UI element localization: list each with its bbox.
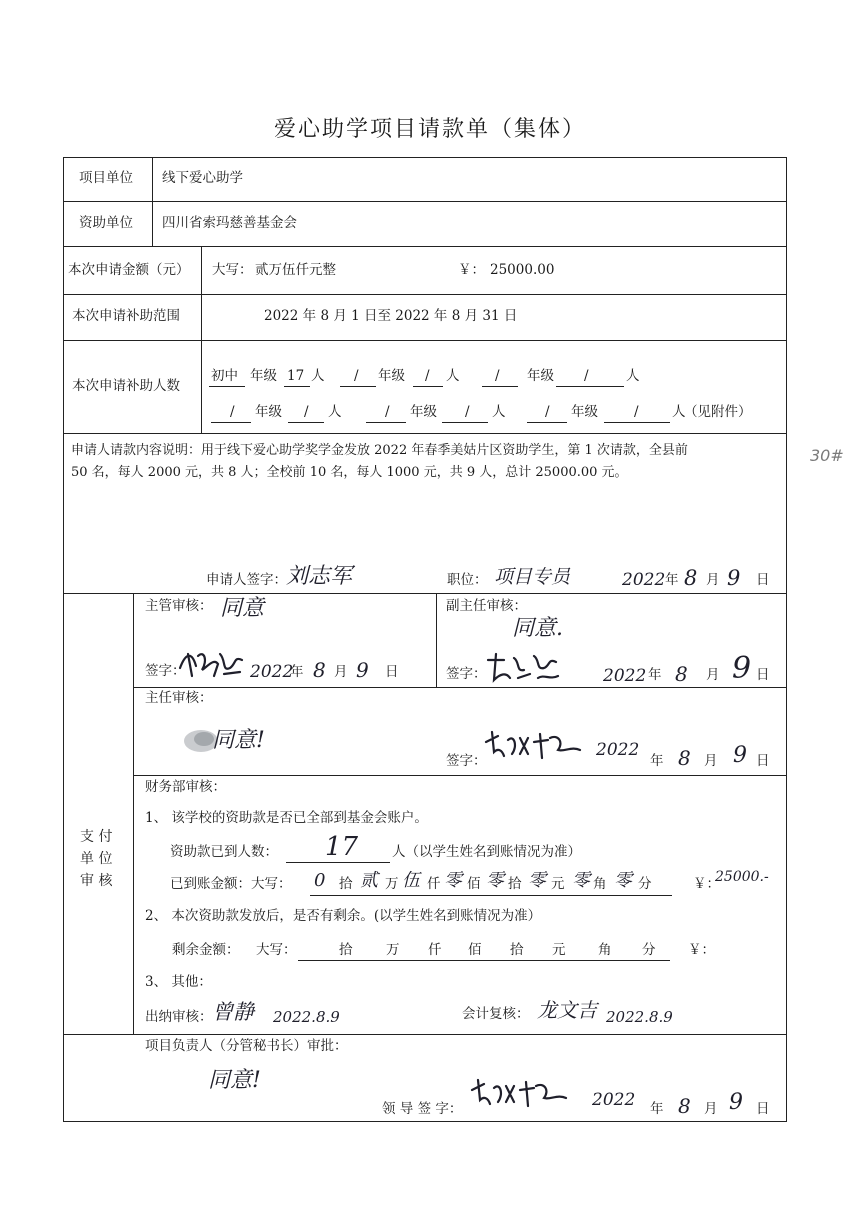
received-digit: 零 [528, 870, 546, 891]
fill-line [413, 386, 443, 387]
deputy-sign-label: 签字： [446, 666, 487, 682]
grade-word: 年级 [410, 404, 437, 420]
count-value: / [465, 404, 470, 420]
row-divider [133, 687, 787, 688]
finance-label: 财务部审核： [145, 779, 226, 795]
request-month: 8 [684, 566, 698, 590]
grade-word: 年级 [250, 368, 277, 384]
fill-line [284, 386, 310, 387]
month-word: 月 [334, 664, 348, 680]
year-word: 年 [648, 667, 662, 683]
unit-label: 拾 [339, 942, 353, 958]
received-lower-value: 25000.- [715, 869, 769, 885]
applicant-sign-label: 申请人签字： [206, 572, 287, 588]
fill-line [366, 422, 406, 423]
applicant-signature: 刘志军 [286, 564, 353, 589]
fill-line [209, 386, 245, 387]
fill-line [211, 422, 251, 423]
amount-label: 本次申请金额（元） [68, 262, 190, 278]
unit-label: 万 [385, 876, 399, 892]
people-word: 人 [626, 368, 640, 384]
finance-q3: 3、 其他： [145, 974, 212, 990]
payment-side-label [80, 826, 112, 892]
grade-value: / [385, 404, 390, 420]
row-divider [133, 775, 787, 776]
unit-label: 万 [386, 942, 400, 958]
row-divider [63, 433, 787, 434]
grade-value: 初中 [211, 368, 238, 384]
request-line-1: 申请人请款内容说明：用于线下爱心助学奖学金发放 2022 年春季美姑片区资助学生，第 1 次请款，全县前 [71, 443, 688, 458]
supervisor-month: 8 [313, 658, 326, 682]
fill-line [286, 862, 390, 863]
unit-label: 分 [642, 942, 656, 958]
position-value: 项目专员 [494, 566, 571, 588]
day-word: 日 [756, 667, 770, 683]
funding-unit-label: 资助单位 [79, 215, 133, 231]
unit-label: 拾 [339, 876, 353, 892]
leader-opinion: 同意! [208, 1068, 261, 1093]
row-divider [63, 1034, 787, 1035]
grade-value: / [495, 368, 500, 384]
request-day: 9 [727, 566, 741, 590]
deputy-year: 2022 [603, 666, 647, 686]
unit-label: 分 [638, 876, 652, 892]
row-divider [63, 593, 787, 594]
year-word: 年 [650, 753, 664, 769]
form-title: 爱心助学项目请款单（集体） [273, 117, 586, 142]
month-word: 月 [704, 753, 718, 769]
unit-label: 拾 [510, 942, 524, 958]
supervisor-day: 9 [356, 658, 369, 682]
remain-label: 剩余金额： [172, 942, 240, 958]
request-year: 2022 [622, 570, 666, 590]
received-digit: 贰 [360, 870, 378, 891]
people-label: 本次申请补助人数 [72, 378, 180, 394]
month-word: 月 [706, 667, 720, 683]
day-word: 日 [385, 664, 399, 680]
fill-line [556, 386, 624, 387]
accountant-signature: 龙文吉 [537, 998, 597, 1022]
grade-word: 年级 [378, 368, 405, 384]
finance-q2: 2、 本次资助款发放后，是否有剩余。(以学生姓名到账情况为准） [145, 908, 542, 924]
amount-lower-prefix: ￥： [458, 262, 485, 278]
col-divider [436, 593, 437, 687]
row-divider [63, 246, 787, 247]
month-word: 月 [704, 1101, 718, 1117]
received-digit: 伍 [402, 870, 420, 891]
supervisor-year: 2022 [250, 662, 294, 682]
fill-line [482, 386, 518, 387]
accountant-label: 会计复核： [462, 1006, 530, 1022]
cashier-signature: 曾静 [212, 1000, 254, 1024]
fill-line [442, 422, 488, 423]
supervisor-sign-label: 签字： [145, 663, 186, 679]
project-unit-value: 线下爱心助学 [162, 170, 243, 186]
margin-note: 30# [810, 446, 844, 465]
director-day: 9 [733, 743, 747, 768]
position-label: 职位： [447, 572, 488, 588]
accountant-date: 2022.8.9 [606, 1008, 673, 1026]
cashier-label: 出纳审核： [145, 1009, 213, 1025]
received-label: 已到账金额：大写： [170, 876, 292, 892]
fill-line [340, 386, 376, 387]
received-digit: 零 [444, 870, 462, 891]
day-word: 日 [756, 1101, 770, 1117]
row-divider [63, 201, 787, 202]
year-word: 年 [290, 664, 304, 680]
unit-label: 拾 [508, 876, 522, 892]
col-divider [201, 246, 202, 433]
arrived-label: 资助款已到人数： [170, 844, 278, 860]
people-word: 人 [311, 368, 325, 384]
grade-word: 年级 [527, 368, 554, 384]
col-divider [152, 157, 153, 246]
people-word: 人 [446, 368, 460, 384]
fill-line [527, 422, 567, 423]
deputy-day: 9 [732, 651, 752, 686]
arrived-suffix: 人（以学生姓名到账情况为准） [392, 844, 581, 860]
side-label-line: 审 核 [80, 873, 113, 889]
people-word: 人 [672, 404, 686, 420]
grade-word: 年级 [571, 404, 598, 420]
director-sign-label: 签字： [446, 753, 487, 769]
month-word: 月 [706, 572, 720, 588]
day-word: 日 [756, 753, 770, 769]
side-label-line: 单 位 [80, 851, 113, 867]
unit-label: 佰 [468, 942, 482, 958]
deputy-month: 8 [675, 662, 688, 686]
received-digit: 零 [614, 870, 632, 891]
unit-label: 角 [593, 876, 607, 892]
director-opinion: 同意! [212, 728, 265, 753]
col-divider [133, 593, 134, 1034]
scope-label: 本次申请补助范围 [72, 308, 180, 324]
count-value: / [425, 368, 430, 384]
finance-q1: 1、 该学校的资助款是否已全部到基金会账户。 [145, 810, 428, 826]
leader-day: 9 [729, 1090, 743, 1115]
received-lower-label: ￥： [693, 876, 720, 892]
count-value: 17 [287, 368, 305, 384]
funding-unit-value: 四川省索玛慈善基金会 [162, 215, 297, 231]
grade-value: / [230, 404, 235, 420]
people-word: 人 [492, 404, 506, 420]
year-word: 年 [665, 572, 679, 588]
remain-lower-label: ￥： [688, 942, 715, 958]
received-digit: 0 [314, 870, 326, 891]
row-divider [63, 340, 787, 341]
fill-line [310, 895, 672, 896]
supervisor-label: 主管审核： [145, 598, 213, 614]
fill-line [288, 422, 324, 423]
unit-label: 元 [552, 942, 566, 958]
leader-sign-label: 领 导 签 字： [382, 1101, 463, 1117]
project-unit-label: 项目单位 [79, 170, 133, 186]
leader-signature [470, 1076, 570, 1110]
director-year: 2022 [596, 740, 640, 760]
count-value: / [304, 404, 309, 420]
leader-month: 8 [678, 1094, 691, 1118]
grade-word: 年级 [255, 404, 282, 420]
people-word: 人 [328, 404, 342, 420]
amount-upper-prefix: 大写： [212, 262, 253, 278]
grade-value: / [545, 404, 550, 420]
unit-label: 仟 [427, 876, 441, 892]
unit-label: 仟 [428, 942, 442, 958]
arrived-value: 17 [325, 832, 359, 862]
deputy-label: 副主任审核： [446, 598, 527, 614]
leader-year: 2022 [592, 1090, 636, 1110]
director-signature [484, 728, 584, 762]
deputy-opinion: 同意. [512, 616, 563, 641]
received-digit: 零 [572, 870, 590, 891]
director-label: 主任审核： [145, 690, 213, 706]
year-word: 年 [650, 1101, 664, 1117]
fill-line [298, 960, 670, 961]
scope-value: 2022 年 8 月 1 日至 2022 年 8 月 31 日 [264, 308, 518, 324]
amount-lower-value: 25000.00 [490, 262, 555, 278]
request-line-2: 50 名，每人 2000 元，共 8 人；全校前 10 名，每人 1000 元，共 9 人，总计 25000.00 元。 [71, 465, 628, 480]
day-word: 日 [756, 572, 770, 588]
unit-label: 角 [598, 942, 612, 958]
unit-label: 佰 [467, 876, 481, 892]
remain-upper-label: 大写： [256, 942, 297, 958]
grade-value: / [354, 368, 359, 384]
count-value: / [584, 368, 589, 384]
supervisor-signature [178, 646, 246, 680]
leader-label: 项目负责人（分管秘书长）审批： [145, 1038, 348, 1054]
received-digit: 零 [486, 870, 504, 891]
unit-label: 元 [551, 876, 565, 892]
count-value: / [634, 404, 639, 420]
director-month: 8 [678, 746, 691, 770]
fill-line [604, 422, 670, 423]
attachment-note: （见附件） [684, 404, 752, 420]
deputy-signature [486, 650, 562, 684]
supervisor-opinion: 同意 [220, 596, 265, 621]
row-divider [63, 294, 787, 295]
cashier-date: 2022.8.9 [273, 1008, 340, 1026]
amount-upper-value: 贰万伍仟元整 [255, 262, 336, 278]
side-label-line: 支 付 [80, 829, 113, 845]
